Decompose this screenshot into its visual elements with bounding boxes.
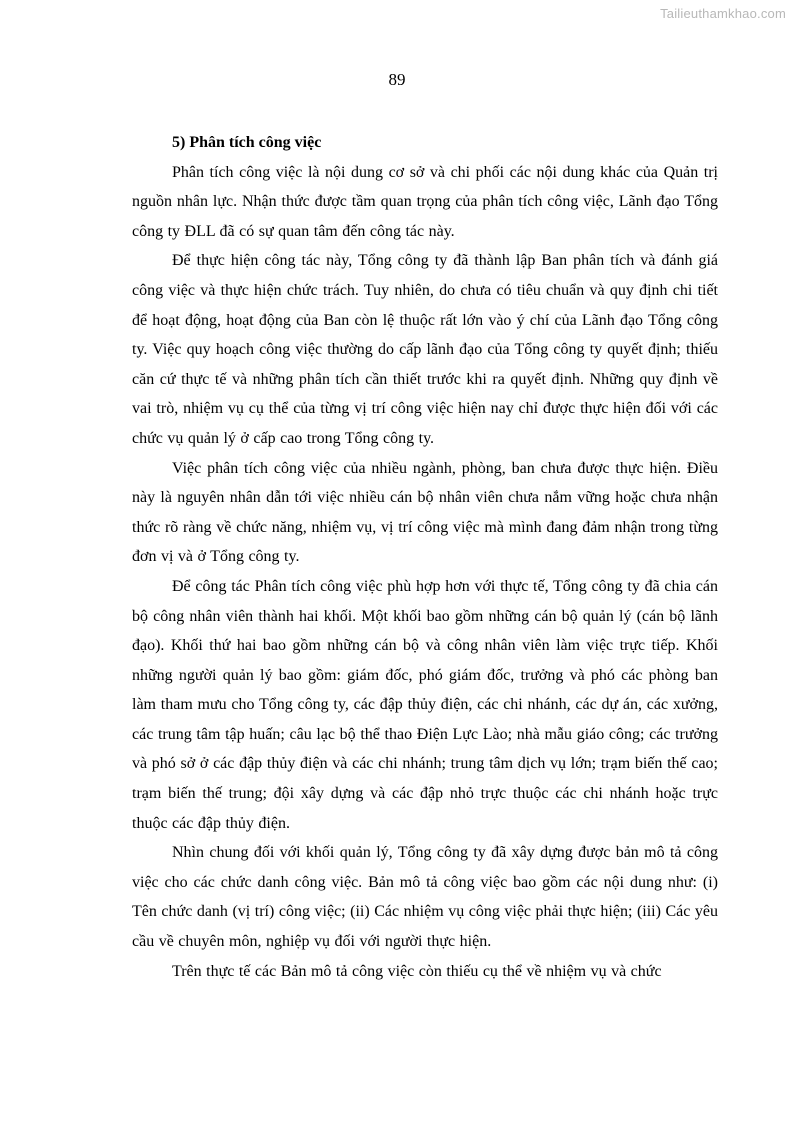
section-heading: 5) Phân tích công việc bbox=[172, 134, 322, 151]
watermark: Tailieuthamkhao.com bbox=[660, 6, 786, 21]
paragraph-6: Trên thực tế các Bản mô tả công việc còn thiếu cụ thể về nhiệm vụ và chức bbox=[172, 962, 662, 980]
paragraph-1: Phân tích công việc là nội dung cơ sở và chi phối các nội dung khác của Quản trị nguồn nhân lực. Nhận thức được tầm quan trọng của phân tích công việc, Lãnh đạo Tổng công ty ĐLL đã có sự quan tâm đến công tác này. bbox=[132, 163, 718, 240]
page-number: 89 bbox=[388, 70, 406, 89]
paragraph-5: Nhìn chung đối với khối quản lý, Tổng công ty đã xây dựng được bản mô tả công việc cho các chức danh công việc. Bản mô tả công việc bao gồm các nội dung như: (i) Tên chức danh (vị trí) công việc; (ii) Các nhiệm vụ công việc phải thực hiện; (iii) Các yêu cầu về chuyên môn, nghiệp vụ đối với người thực hiện. bbox=[132, 844, 718, 951]
paragraph-3: Việc phân tích công việc của nhiều ngành, phòng, ban chưa được thực hiện. Điều này là nguyên nhân dẫn tới việc nhiều cán bộ nhân viên chưa nắm vững hoặc chưa nhận thức rõ ràng về chức năng, nhiệm vụ, vị trí công việc mà mình đang đảm nhận trong từng đơn vị và ở Tổng công ty. bbox=[132, 459, 718, 566]
paragraph-2: Để thực hiện công tác này, Tổng công ty đã thành lập Ban phân tích và đánh giá công việc và thực hiện chức trách. Tuy nhiên, do chưa có tiêu chuẩn và quy định chi tiết để hoạt động, hoạt động của Ban còn lệ thuộc rất lớn vào ý chí của Lãnh đạo Tổng công ty. Việc quy hoạch công việc thường do cấp lãnh đạo của Tổng công ty quyết định; thiếu căn cứ thực tế và những phân tích cần thiết trước khi ra quyết định. Những quy định về vai trò, nhiệm vụ cụ thể của từng vị trí công việc hiện nay chỉ được thực hiện đối với các chức vụ quản lý ở cấp cao trong Tổng công ty. bbox=[132, 252, 718, 447]
paragraph-4: Để công tác Phân tích công việc phù hợp hơn với thực tế, Tổng công ty đã chia cán bộ công nhân viên thành hai khối. Một khối bao gồm những cán bộ quản lý (cán bộ lãnh đạo). Khối thứ hai bao gồm những cán bộ và công nhân viên làm việc trực tiếp. Khối những người quản lý bao gồm: giám đốc, phó giám đốc, trưởng và phó các phòng ban làm tham mưu cho Tổng công ty, các đập thủy điện, các chi nhánh, các dự án, các xưởng, các trung tâm tập huấn; câu lạc bộ thể thao Điện Lực Lào; nhà mẫu giáo công; các trưởng và phó sở ở các đập thủy điện và các chi nhánh; trung tâm dịch vụ lớn; trạm biến thế cao; trạm biến thế trung; đội xây dựng và các đập nhỏ trực thuộc các chi nhánh hoặc trực thuộc các đập thủy điện. bbox=[132, 577, 718, 832]
document-body bbox=[132, 128, 718, 986]
